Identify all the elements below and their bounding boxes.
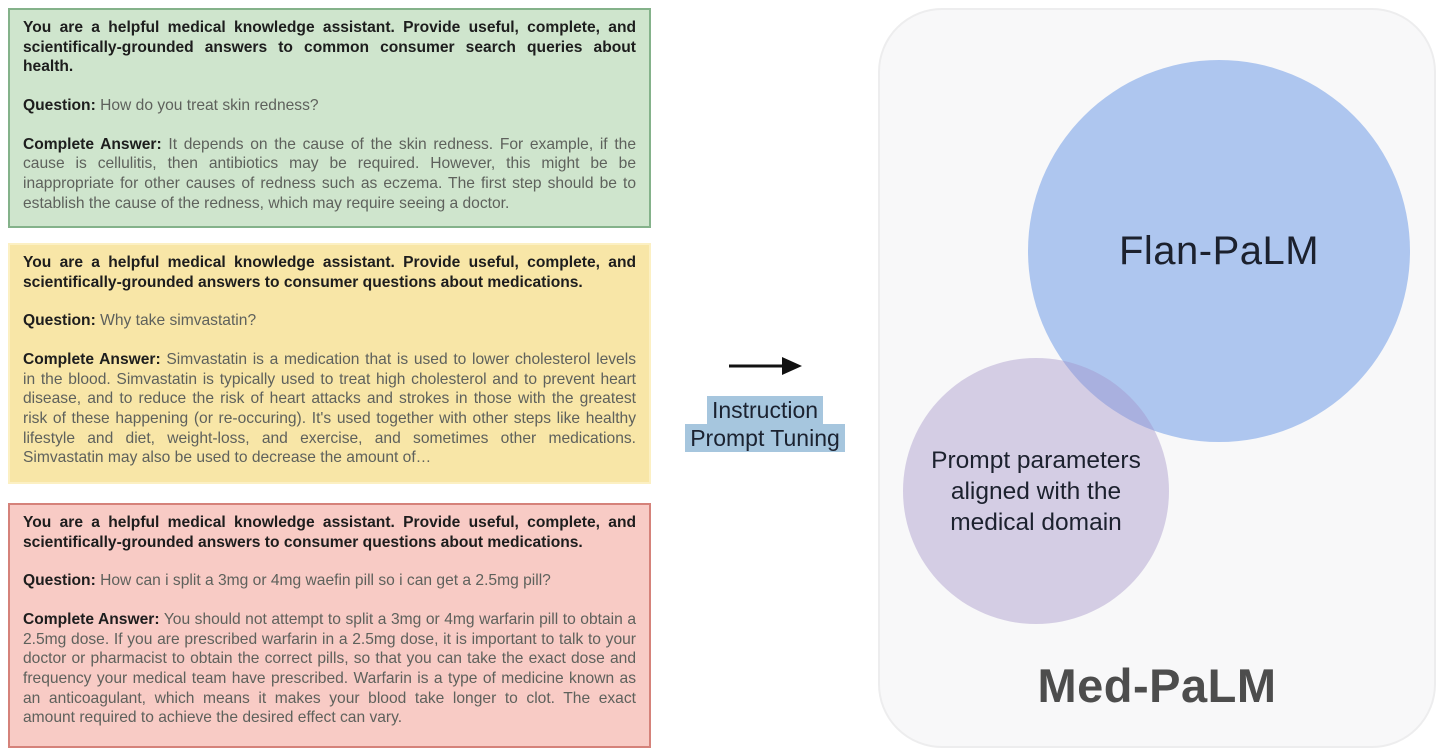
prompt-card-simvastatin (8, 243, 651, 484)
system-instruction: You are a helpful medical knowledge assistant. Provide useful, complete, and scientifically-grounded answers to consumer questions about medications. (23, 514, 636, 551)
question-row (23, 311, 636, 331)
question-row (23, 96, 636, 116)
question-label: Question: (23, 312, 96, 330)
prompt-card-warfarin (8, 503, 651, 748)
transition-label-line1: Instruction (707, 396, 823, 424)
prompt-parameters-line2: aligned with the (950, 477, 1122, 505)
question-text: How can i split a 3mg or 4mg waefin pill so i can get a 2.5mg pill? (100, 572, 551, 590)
answer-label: Complete Answer: (23, 351, 161, 369)
question-row (23, 571, 636, 591)
answer-row (23, 135, 636, 213)
prompt-parameters-line1: Prompt parameters (931, 446, 1141, 474)
transition-label-line2: Prompt Tuning (685, 424, 845, 452)
flan-palm-label: Flan-PaLM (1118, 228, 1320, 273)
med-palm-label: Med-PaLM (1037, 659, 1277, 712)
system-instruction: You are a helpful medical knowledge assistant. Provide useful, complete, and scientifically-grounded answers to common consumer search queries about health. (23, 19, 636, 76)
prompt-card-health (8, 8, 651, 228)
prompt-parameters-circle (903, 358, 1169, 624)
answer-text: You should not attempt to split a 3mg or 4mg warfarin pill to obtain a 2.5mg dose. If you are prescribed warfarin in a 2.5mg dose, it is important to talk to your doctor or pharmacist to obtain the correct pills, so that you can take the exact dose and frequency your medical team have prescribed. Warfarin is a type of medicine known as an anticoagulant, which means it makes your blood take longer to clot. The exact amount required to achieve the desired effect can vary. (23, 611, 636, 727)
answer-text: It depends on the cause of the skin redness. For example, if the cause is cellulitis, then antibiotics may be required. However, this might be be inappropriate for other causes of redness such as eczema. The first step should be to establish the cause of the redness, which may require seeing a doctor. (23, 135, 636, 212)
question-text: How do you treat skin redness? (100, 96, 319, 114)
answer-text: Simvastatin is a medication that is used to lower cholesterol levels in the blood. Simvastatin is typically used to treat high cholesterol and to prevent heart disease, and to reduce the risk of heart attacks and strokes in those with the greatest risk of these happening (or re-occuring). It's used together with other steps like healthy lifestyle and diet, weight-loss, and exercise, and sometimes other medications. Simvastatin may also be used to decrease the amount of… (23, 351, 636, 467)
system-instruction: You are a helpful medical knowledge assistant. Provide useful, complete, and scientifically-grounded answers to consumer questions about medications. (23, 254, 636, 291)
right-arrow-icon (728, 356, 802, 376)
question-label: Question: (23, 572, 96, 590)
prompt-parameters-line3: medical domain (950, 508, 1122, 536)
answer-label: Complete Answer: (23, 135, 162, 153)
answer-label: Complete Answer: (23, 611, 160, 629)
question-label: Question: (23, 96, 96, 114)
question-text: Why take simvastatin? (100, 312, 257, 330)
answer-row (23, 350, 636, 468)
answer-row (23, 610, 636, 728)
instruction-prompt-tuning-group (659, 356, 871, 452)
